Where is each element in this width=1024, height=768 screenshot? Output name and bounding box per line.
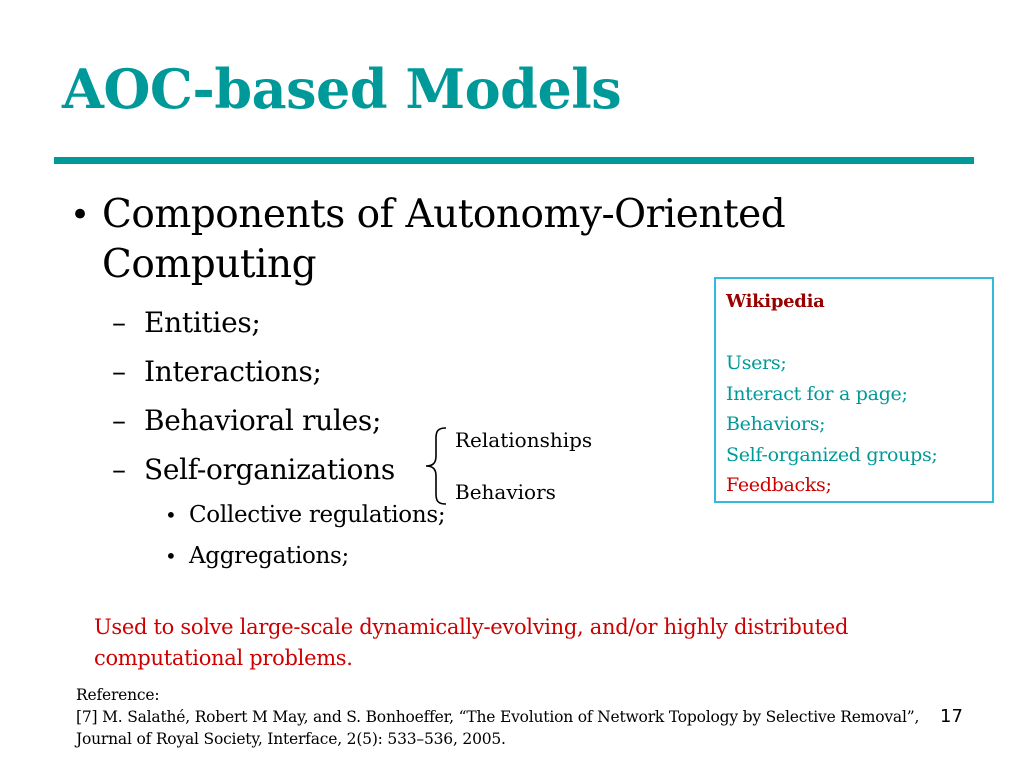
sub-item — [112, 453, 395, 487]
sub-item-text: Behavioral rules; — [144, 404, 382, 437]
wikipedia-box — [714, 277, 994, 503]
sub-item — [112, 306, 261, 340]
wikipedia-box-item: Behaviors; — [726, 413, 826, 435]
reference-text: [7] M. Salathé, Robert M May, and S. Bonhoeffer, “The Evolution of Network Topology by Selective Removal”, Journal of Royal Society, Interface, 2(5): 533–536, 2005. — [76, 708, 920, 748]
bullet-icon: • — [165, 544, 177, 568]
page-number: 17 — [940, 706, 963, 727]
sub-item — [112, 355, 322, 389]
box-spacer — [726, 318, 982, 349]
dash-icon: – — [112, 306, 126, 339]
sub-item-text: Entities; — [144, 306, 261, 339]
dash-icon: – — [112, 355, 126, 388]
sub-sub-item — [165, 542, 349, 570]
usage-note: Used to solve large-scale dynamically-evolving, and/or highly distributed computational problems. — [94, 615, 849, 670]
wikipedia-box-item: Interact for a page; — [726, 382, 908, 405]
slide-title: AOC-based Models — [62, 57, 622, 121]
brace-label-relationships: Relationships — [455, 428, 593, 452]
dash-icon: – — [112, 453, 126, 486]
sub-item-text: Self-organizations — [144, 453, 395, 486]
wikipedia-box-item: Users; — [726, 352, 787, 374]
sub-sub-item-text: Aggregations; — [189, 543, 350, 569]
reference-block — [76, 684, 956, 750]
sub-item — [112, 404, 381, 438]
dash-icon: – — [112, 404, 126, 437]
wikipedia-box-highlight-item: Feedbacks; — [726, 474, 832, 496]
brace-label-behaviors: Behaviors — [455, 480, 556, 504]
main-bullet-text: Components of Autonomy-Oriented Computing — [102, 192, 786, 287]
wikipedia-box-title: Wikipedia — [726, 291, 825, 312]
bullet-icon: • — [70, 195, 90, 235]
sub-sub-item — [165, 501, 445, 529]
curly-brace-icon — [422, 426, 452, 506]
wikipedia-box-item: Self-organized groups; — [726, 443, 938, 466]
bullet-icon: • — [165, 503, 177, 527]
sub-item-text: Interactions; — [144, 355, 322, 388]
title-underline — [54, 157, 974, 164]
reference-label: Reference: — [76, 686, 160, 704]
sub-sub-item-text: Collective regulations; — [189, 502, 446, 528]
main-bullet — [70, 190, 870, 290]
